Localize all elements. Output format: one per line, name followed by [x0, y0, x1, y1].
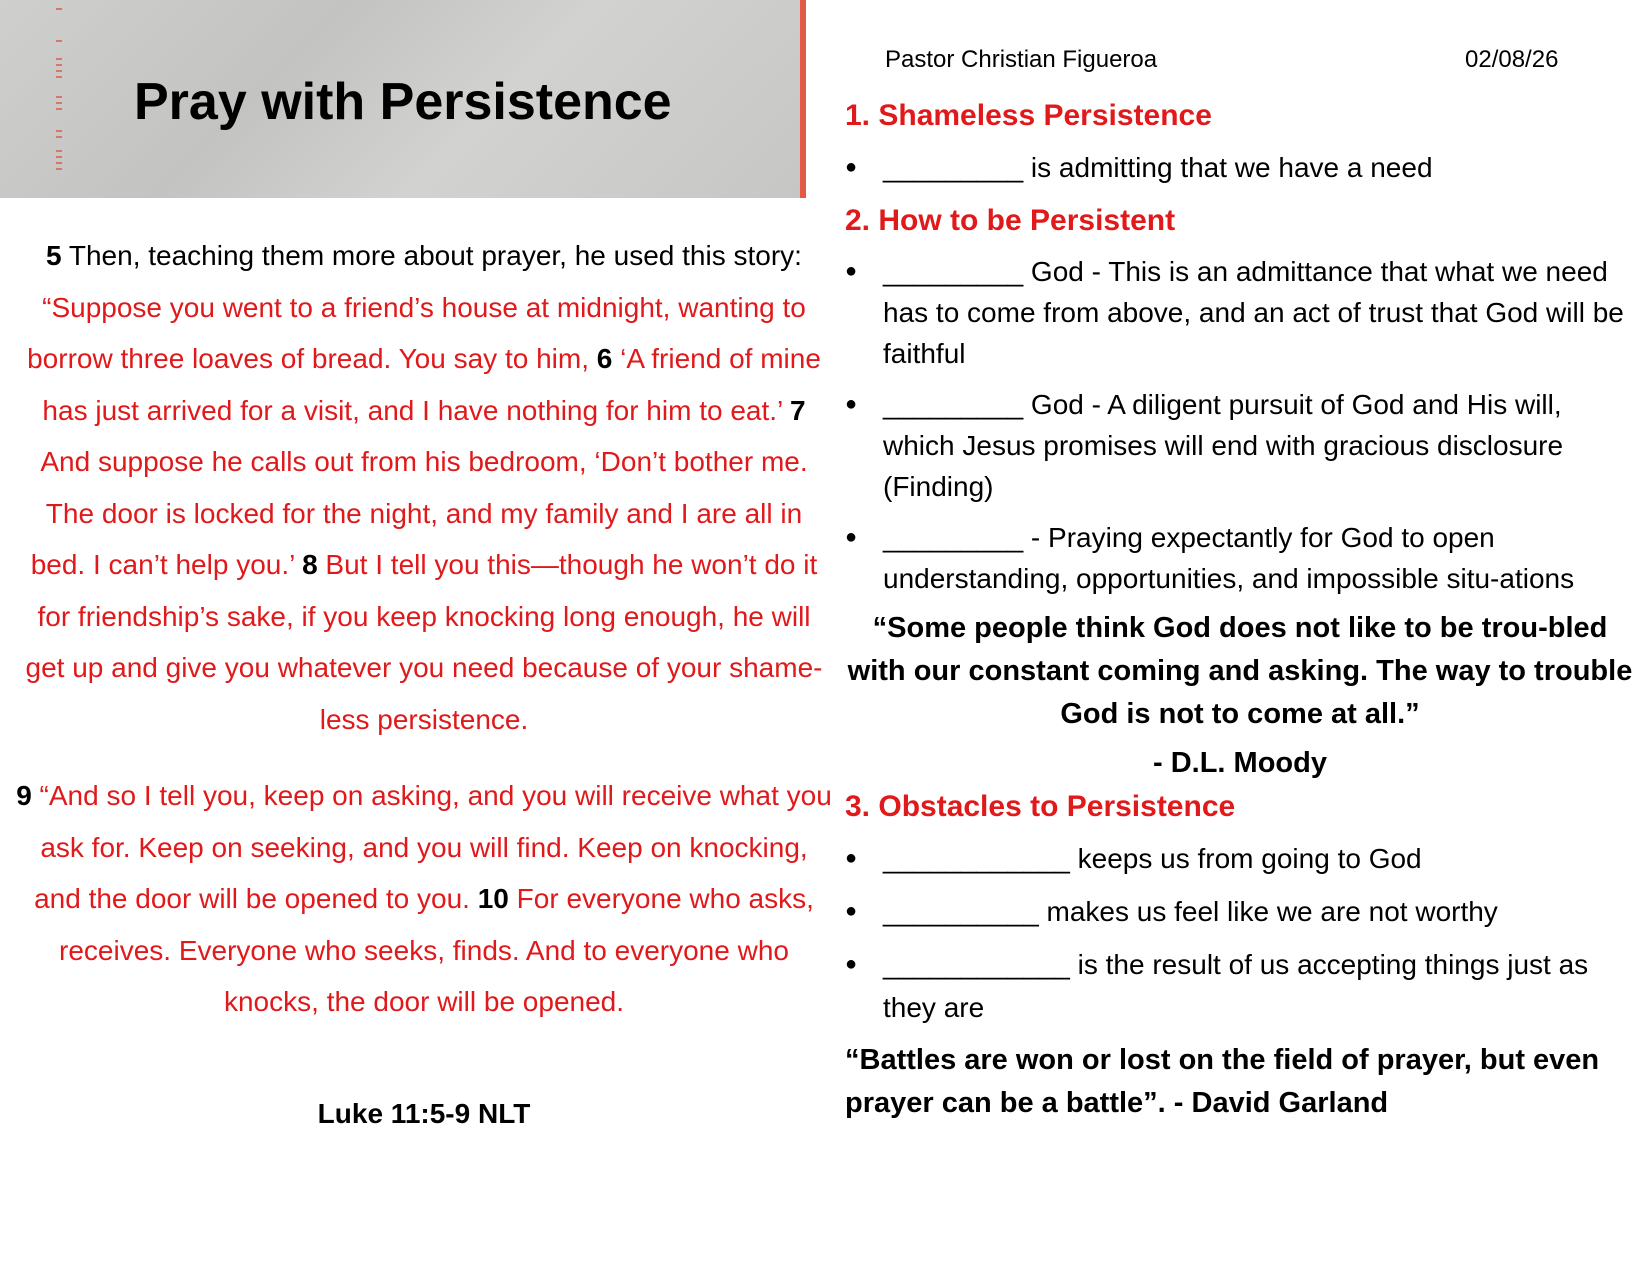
bullet-icon: ●: [845, 847, 858, 869]
verse-text: “And so I tell you, keep on asking, and you will receive what you ask for. Keep on seeking, and you will find. Keep on knocking, and the door will be opened to you.: [31, 780, 832, 914]
verse-number: 9: [16, 780, 32, 811]
section-heading-2: 2. How to be Persistent: [845, 204, 1176, 237]
sermon-date: 02/08/26: [1465, 46, 1559, 73]
scripture-reference: Luke 11:5-9 NLT: [317, 1098, 531, 1129]
moody-quote: “Some people think God does not like to be trou-bled with our constant coming and asking. The way to trouble God is not to come at all.”: [847, 612, 1633, 730]
moody-attribution: - D.L. Moody: [1153, 747, 1327, 779]
page-title: Pray with Persistence: [134, 73, 672, 131]
outline-item: [845, 890, 1635, 933]
banner-accent-stripe: [800, 0, 806, 198]
section-1-list: [845, 146, 1635, 189]
scripture-paragraph-2: [16, 770, 832, 1028]
verse-number: 6: [596, 343, 613, 374]
verse-text: For everyone who asks, receives. Everyone who seeks, finds. And to everyone who knocks, the door will be opened.: [59, 883, 814, 1017]
section-2-list: [845, 251, 1635, 599]
verse-number: 7: [790, 394, 806, 426]
verse-number: 10: [477, 883, 509, 914]
outline-item-text: _________ is admitting that we have a need: [883, 152, 1433, 183]
banner-decoration: [52, 6, 66, 176]
bullet-icon: ●: [845, 900, 858, 922]
garland-quote: “Battles are won or lost on the field of prayer, but even prayer can be a battle”. - David Garland: [845, 1044, 1600, 1119]
section-3-list: [845, 837, 1635, 1029]
outline-item: [845, 943, 1635, 1029]
outline-item-text: ____________ is the result of us accepting things just as they are: [883, 949, 1589, 1023]
header-info: [845, 40, 1635, 94]
bullet-icon: ●: [845, 260, 858, 282]
bullet-icon: ●: [845, 953, 858, 975]
verse-text: But I tell you this—though he won’t do it for friendship’s sake, if you keep knocking long enough, he will get up and give you whatever you need because of your shame-less persistence.: [25, 549, 823, 735]
outline-item: [845, 837, 1635, 880]
section-heading-1: 1. Shameless Persistence: [845, 99, 1212, 132]
sermon-outline: [845, 40, 1635, 1125]
section-heading-3: 3. Obstacles to Persistence: [845, 790, 1236, 823]
bullet-icon: ●: [845, 156, 858, 178]
verse-text: Then, teaching them more about prayer, he used this story:: [61, 240, 802, 271]
scripture-paragraph-1: [16, 230, 832, 745]
outline-item: [845, 251, 1635, 374]
scripture-passage: [16, 230, 832, 1028]
outline-item-text: _________ God - A diligent pursuit of God and His will, which Jesus promises will end with gracious disclosure (Finding): [883, 389, 1564, 502]
outline-item-text: __________ makes us feel like we are not worthy: [883, 896, 1498, 927]
verse-text: “Suppose you went to a friend’s house at midnight, wanting to borrow three loaves of bread. You say to him,: [27, 291, 806, 374]
outline-item-text: _________ - Praying expectantly for God to open understanding, opportunities, and impossible situ-ations: [883, 522, 1575, 594]
outline-item-text: _________ God - This is an admittance that what we need has to come from above, and an act of trust that God will be faithful: [883, 256, 1624, 369]
bullet-icon: ●: [845, 393, 858, 415]
title-banner: [0, 0, 806, 198]
verse-number: 5: [46, 240, 62, 271]
pastor-name: Pastor Christian Figueroa: [885, 46, 1158, 73]
outline-item-text: ____________ keeps us from going to God: [883, 843, 1422, 874]
outline-item: [845, 146, 1635, 189]
verse-text: ‘A friend of mine has just arrived for a visit, and I have nothing for him to eat.’: [42, 343, 821, 426]
bullet-icon: ●: [845, 526, 858, 548]
verse-number: 8: [302, 549, 318, 580]
verse-text: And suppose he calls out from his bedroom, ‘Don’t bother me. The door is locked for the night, and my family and I are all in bed. I can’t help you.’: [30, 446, 808, 580]
outline-item: [845, 384, 1635, 507]
outline-item: [845, 517, 1635, 599]
